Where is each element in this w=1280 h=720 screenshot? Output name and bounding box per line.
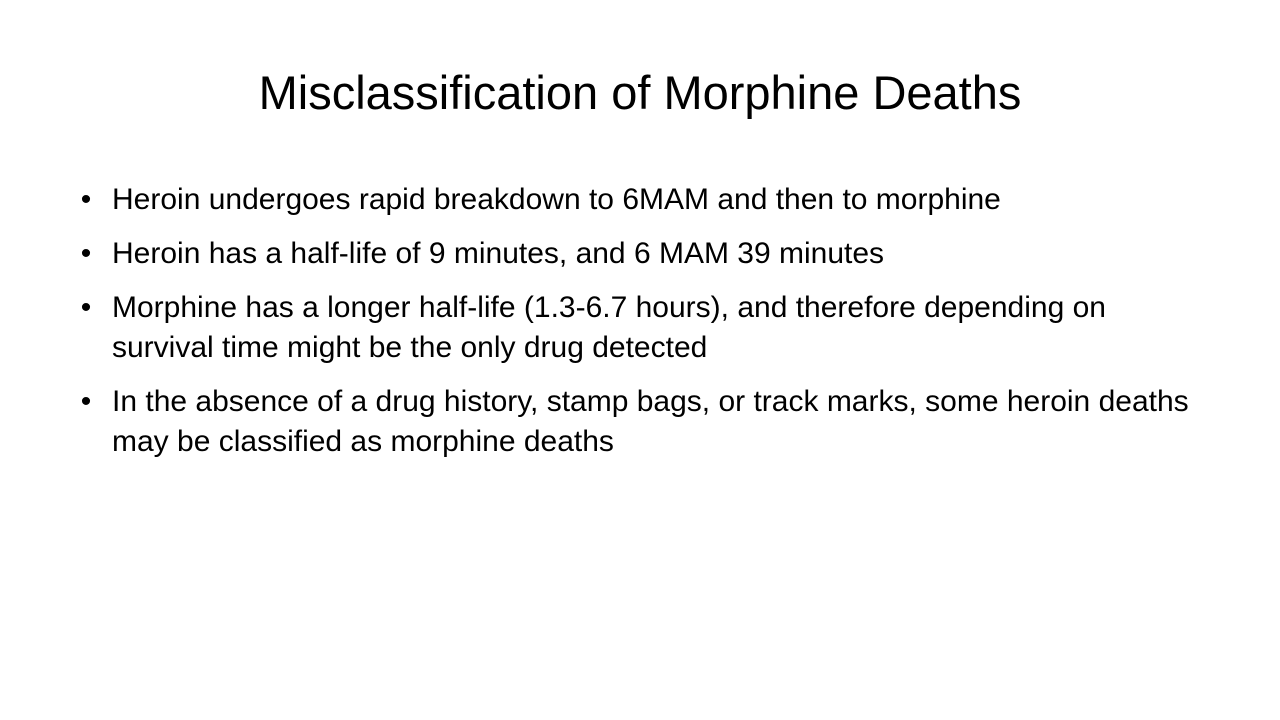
bullet-icon: • [80, 385, 92, 418]
bullet-item [76, 234, 1196, 274]
bullet-item [76, 382, 1196, 462]
slide-title: Misclassification of Morphine Deaths [258, 66, 1022, 119]
bullet-item [76, 180, 1196, 220]
bullet-text: Morphine has a longer half-life (1.3-6.7 hours), and therefore depending on survival time might be the only drug detected [112, 291, 1106, 364]
bullet-list [76, 180, 1196, 476]
bullet-icon: • [80, 183, 92, 216]
bullet-text: Heroin undergoes rapid breakdown to 6MAM and then to morphine [112, 183, 1001, 216]
bullet-text: Heroin has a half-life of 9 minutes, and 6 MAM 39 minutes [112, 237, 885, 270]
bullet-item [76, 288, 1196, 368]
bullet-icon: • [80, 291, 92, 324]
bullet-text: In the absence of a drug history, stamp bags, or track marks, some heroin deaths may be classified as morphine deaths [112, 385, 1189, 458]
bullet-icon: • [80, 237, 92, 270]
